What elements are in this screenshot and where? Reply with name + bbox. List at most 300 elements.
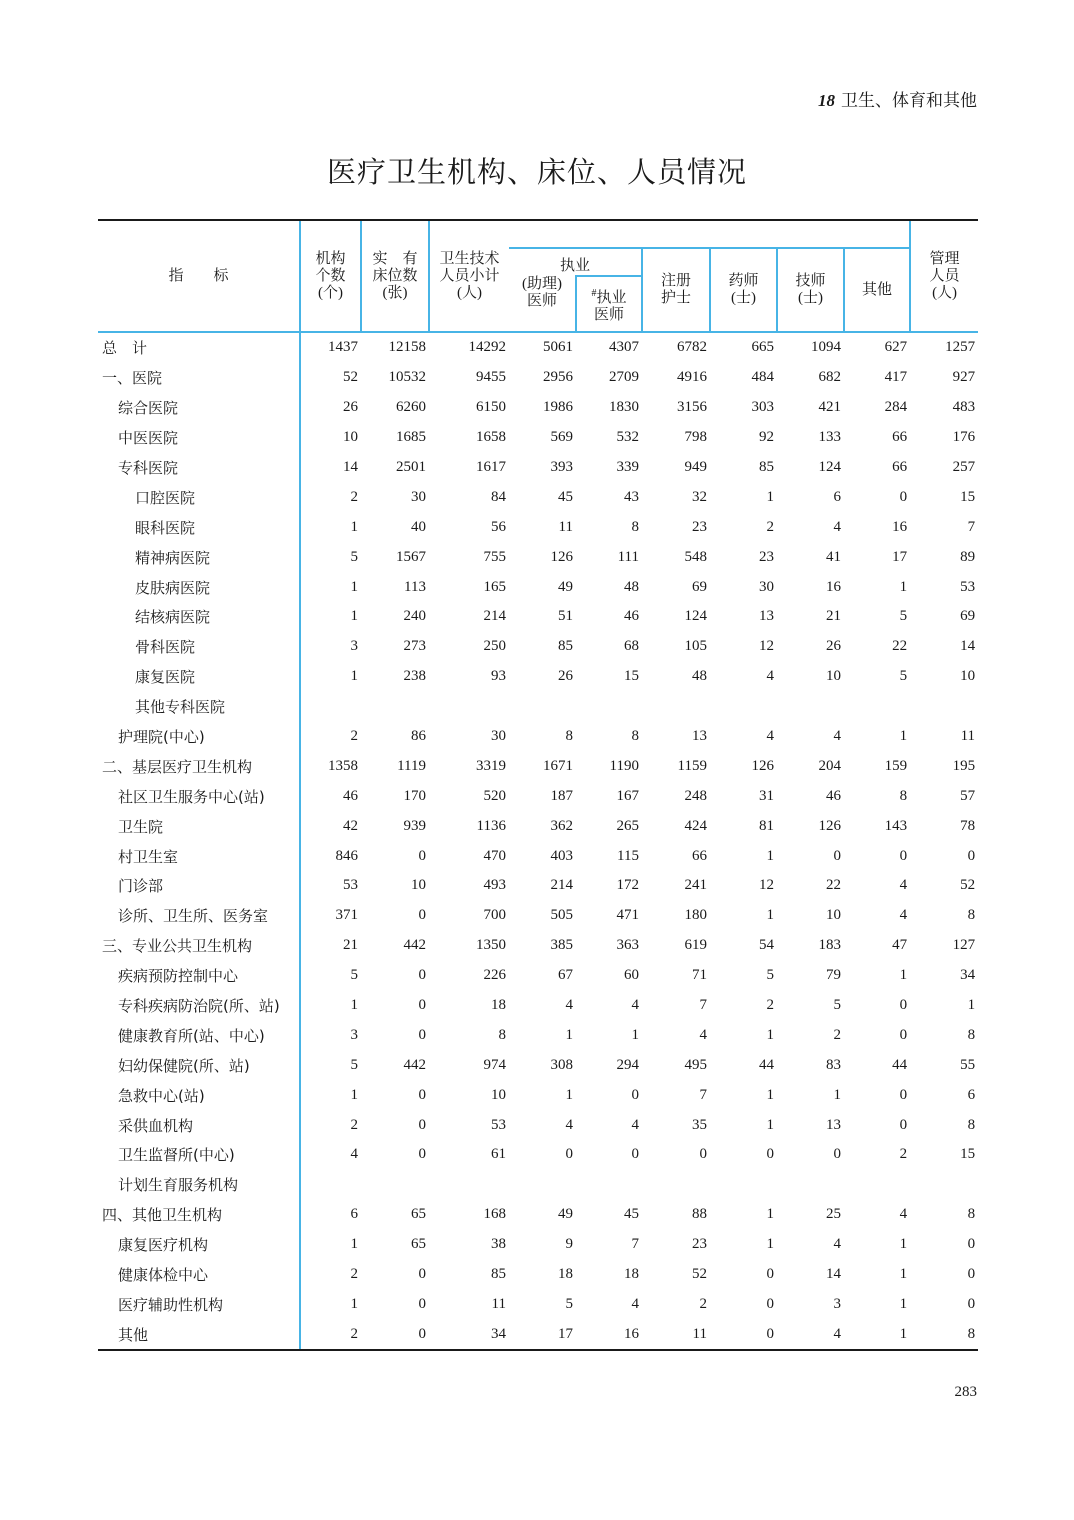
- table-cell: 403: [550, 847, 573, 864]
- table-cell: 939: [403, 817, 426, 834]
- table-row: [98, 901, 978, 931]
- table-cell: 4: [833, 1236, 841, 1253]
- chapter-title: 卫生、体育和其他: [841, 91, 977, 110]
- table-cell: [509, 1170, 576, 1200]
- table-cell: 0: [418, 1026, 426, 1043]
- table-cell: 8: [967, 1206, 976, 1223]
- table-cell: 214: [483, 608, 506, 625]
- table-cell: 495: [684, 1056, 707, 1073]
- table-cell: 38: [491, 1236, 506, 1253]
- table-cell: 2: [833, 1026, 841, 1043]
- table-cell: 4: [565, 997, 573, 1014]
- table-cell: 250: [483, 638, 506, 655]
- table-cell: 1: [766, 847, 774, 864]
- table-cell: 371: [335, 907, 358, 924]
- table-cell: 1685: [396, 429, 426, 446]
- table-cell: 1: [766, 1236, 774, 1253]
- table-cell: 11: [558, 518, 573, 535]
- table-cell: 4: [350, 1146, 358, 1163]
- table-cell: 10: [411, 877, 426, 894]
- row-label: 康复医疗机构: [98, 1230, 300, 1260]
- table-row: [98, 423, 978, 453]
- table-cell: 26: [826, 638, 841, 655]
- table-cell: 4: [766, 728, 774, 745]
- table-cell: 6150: [476, 399, 506, 416]
- table-cell: 15: [624, 668, 639, 685]
- table-cell: 16: [826, 578, 841, 595]
- table-cell: 46: [343, 787, 358, 804]
- table-cell: 0: [899, 1116, 908, 1133]
- row-label: 社区卫生服务中心(站): [98, 781, 300, 811]
- table-cell: 66: [892, 459, 908, 475]
- table-cell: 363: [616, 937, 639, 954]
- table-cell: 0: [833, 847, 841, 864]
- table-cell: 12158: [388, 339, 426, 356]
- table-cell: 8: [967, 1116, 976, 1133]
- row-label: 中医医院: [98, 423, 300, 453]
- table-cell: 60: [624, 967, 639, 984]
- table-cell: 5: [350, 548, 358, 565]
- table-cell: 0: [565, 1146, 573, 1163]
- table-cell: 532: [616, 429, 639, 446]
- table-cell: 1: [350, 1295, 358, 1312]
- table-cell: 4307: [609, 339, 639, 356]
- table-cell: [844, 692, 910, 722]
- table-cell: 124: [684, 608, 707, 625]
- table-cell: 1617: [476, 459, 506, 475]
- table-cell: 0: [418, 1116, 426, 1133]
- table-cell: 41: [826, 548, 841, 565]
- row-label: 一、医院: [98, 363, 300, 393]
- header-licensed-physicians: #执业 医师: [576, 276, 642, 332]
- table-cell: 4: [899, 877, 908, 894]
- table-cell: 1: [766, 1116, 774, 1133]
- table-cell: 2: [350, 488, 358, 505]
- table-cell: [710, 1170, 777, 1200]
- table-row: [98, 991, 978, 1021]
- table-cell: 682: [818, 369, 841, 386]
- table-cell: 665: [751, 339, 774, 356]
- table-cell: 1567: [396, 548, 426, 565]
- table-cell: 13: [692, 728, 707, 745]
- table-cell: 30: [491, 728, 506, 745]
- table-cell: 8: [967, 907, 976, 924]
- table-cell: 5: [565, 1295, 573, 1312]
- table-cell: 339: [616, 459, 639, 475]
- table-body: [98, 332, 978, 1350]
- table-cell: 126: [751, 757, 774, 774]
- table-cell: 81: [759, 817, 774, 834]
- table-cell: 124: [818, 459, 841, 475]
- table-cell: 548: [684, 548, 707, 565]
- table-cell: 11: [642, 1319, 710, 1350]
- table-cell: 5061: [543, 339, 573, 356]
- table-cell: 14: [343, 459, 358, 475]
- table-cell: 10: [960, 668, 976, 685]
- table-cell: 1094: [811, 339, 841, 356]
- table-cell: 505: [550, 907, 573, 924]
- table-cell: 8: [899, 787, 908, 804]
- table-cell: 10: [343, 429, 358, 446]
- table-cell: 34: [960, 967, 976, 984]
- table-cell: 46: [826, 787, 841, 804]
- row-label: 卫生院: [98, 811, 300, 841]
- table-cell: 10532: [388, 369, 426, 386]
- row-label: 综合医院: [98, 393, 300, 423]
- table-cell: 69: [692, 578, 707, 595]
- header-management: 管理 人员 (人): [910, 220, 978, 332]
- table-row: [98, 1020, 978, 1050]
- table-cell: 2: [699, 1295, 707, 1312]
- table-cell: 1: [766, 488, 774, 505]
- table-cell: 1671: [543, 757, 573, 774]
- table-cell: 0: [899, 847, 908, 864]
- table-cell: 53: [960, 578, 976, 595]
- table-cell: [576, 1170, 642, 1200]
- table-cell: 47: [892, 937, 908, 954]
- table-cell: 23: [759, 548, 774, 565]
- table-cell: 49: [558, 1206, 573, 1223]
- table-row: [98, 572, 978, 602]
- table-cell: 421: [818, 399, 841, 416]
- table-cell: 1: [899, 1236, 908, 1253]
- table-cell: 417: [884, 369, 908, 386]
- table-cell: 0: [899, 1086, 908, 1103]
- table-row: [98, 1200, 978, 1230]
- table-cell: 1: [350, 668, 358, 685]
- table-cell: 4: [833, 518, 841, 535]
- table-cell: 3319: [476, 757, 506, 774]
- table-cell: 22: [826, 877, 841, 894]
- header-physicians: 执业: [509, 248, 642, 276]
- table-cell: 66: [892, 429, 908, 446]
- table-cell: 442: [403, 937, 426, 954]
- table-cell: 273: [403, 638, 426, 655]
- table-cell: 1190: [609, 757, 639, 774]
- table-cell: 4916: [677, 369, 707, 386]
- table-cell: 0: [361, 1319, 429, 1350]
- table-cell: 2: [766, 518, 774, 535]
- table-cell: 180: [684, 907, 707, 924]
- table-cell: 6: [967, 1086, 976, 1103]
- table-row: [98, 1140, 978, 1170]
- table-cell: 23: [692, 518, 707, 535]
- table-cell: 12: [759, 638, 774, 655]
- table-cell: 1: [967, 997, 976, 1014]
- table-cell: [429, 1170, 509, 1200]
- table-cell: 1: [350, 1086, 358, 1103]
- table-cell: 5: [766, 967, 774, 984]
- row-label: 诊所、卫生所、医务室: [98, 901, 300, 931]
- table-cell: 78: [960, 817, 976, 834]
- table-cell: 165: [483, 578, 506, 595]
- table-row: [98, 1260, 978, 1290]
- table-cell: 949: [684, 459, 707, 475]
- table-cell: 6: [350, 1206, 358, 1223]
- row-label: 康复医院: [98, 662, 300, 692]
- table-cell: 1: [350, 1236, 358, 1253]
- table-cell: 0: [967, 1236, 976, 1253]
- header-technicians: 技师 (士): [777, 248, 844, 332]
- table-cell: 7: [967, 518, 976, 535]
- table-cell: 18: [624, 1266, 639, 1283]
- table-cell: 0: [418, 1266, 426, 1283]
- header-physicians-sub: (助理) 医师: [509, 276, 576, 332]
- table-cell: 1: [350, 578, 358, 595]
- table-cell: 484: [751, 369, 774, 386]
- row-label: 村卫生室: [98, 841, 300, 871]
- table-cell: 0: [967, 1295, 976, 1312]
- table-cell: 0: [699, 1146, 707, 1163]
- table-cell: 4: [899, 907, 908, 924]
- table-cell: 2709: [609, 369, 639, 386]
- table-cell: 44: [759, 1056, 774, 1073]
- table-cell: 1: [350, 608, 358, 625]
- table-cell: 4: [631, 1295, 639, 1312]
- table-cell: 88: [692, 1206, 707, 1223]
- table-cell: 362: [550, 817, 573, 834]
- table-cell: 5: [350, 1056, 358, 1073]
- table-cell: 51: [558, 608, 573, 625]
- table-cell: 52: [692, 1266, 707, 1283]
- row-label: 门诊部: [98, 871, 300, 901]
- page-number: 283: [954, 1384, 977, 1400]
- table-cell: 84: [491, 488, 506, 505]
- header-nurses: 注册 护士: [642, 248, 710, 332]
- table-row: [98, 1319, 978, 1350]
- table-cell: 13: [826, 1116, 841, 1133]
- table-cell: 2: [350, 1266, 358, 1283]
- table-cell: 183: [818, 937, 841, 954]
- table-cell: 0: [899, 997, 908, 1014]
- table-row: [98, 931, 978, 961]
- table-cell: 8: [967, 1026, 976, 1043]
- table-cell: 53: [343, 877, 358, 894]
- row-label: 皮肤病医院: [98, 572, 300, 602]
- table-cell: 257: [952, 459, 976, 475]
- table-row: [98, 542, 978, 572]
- table-cell: 1830: [609, 399, 639, 416]
- table-cell: 69: [960, 608, 976, 625]
- table-cell: [710, 692, 777, 722]
- table-cell: 13: [759, 608, 774, 625]
- table-row: [98, 512, 978, 542]
- row-label: 口腔医院: [98, 482, 300, 512]
- table-cell: 2: [350, 1116, 358, 1133]
- table-cell: 14: [960, 638, 976, 655]
- table-cell: 248: [684, 787, 707, 804]
- table-cell: 0: [418, 967, 426, 984]
- table-cell: 176: [952, 429, 976, 446]
- table-row: [98, 453, 978, 483]
- table-cell: 65: [411, 1206, 426, 1223]
- table-cell: 3: [350, 638, 358, 655]
- table-cell: 6260: [396, 399, 426, 416]
- table-row: [98, 482, 978, 512]
- row-label: 其他专科医院: [98, 692, 300, 722]
- table-cell: 1: [899, 578, 908, 595]
- table-cell: 6782: [677, 339, 707, 356]
- table-cell: 483: [952, 399, 976, 416]
- table-cell: 2: [300, 1319, 361, 1350]
- table-cell: 520: [483, 787, 506, 804]
- table-cell: 627: [884, 339, 908, 356]
- table-cell: [777, 1170, 844, 1200]
- table-cell: 92: [759, 429, 774, 446]
- row-label: 采供血机构: [98, 1110, 300, 1140]
- table-cell: 0: [631, 1086, 639, 1103]
- table-cell: 2501: [396, 459, 426, 475]
- table-cell: 57: [960, 787, 976, 804]
- header-institutions: 机构 个数 (个): [300, 220, 361, 332]
- table-cell: 4: [699, 1026, 707, 1043]
- table-cell: 1658: [476, 429, 506, 446]
- table-cell: 1257: [945, 339, 976, 356]
- table-cell: 133: [818, 429, 841, 446]
- table-cell: 159: [884, 757, 908, 774]
- table-cell: 15: [960, 488, 976, 505]
- table-cell: 0: [418, 907, 426, 924]
- table-cell: 22: [892, 638, 908, 655]
- table-cell: 1136: [476, 817, 506, 834]
- table-cell: 303: [751, 399, 774, 416]
- table-row: [98, 722, 978, 752]
- table-row: [98, 751, 978, 781]
- table-cell: 0: [899, 1026, 908, 1043]
- table-cell: 23: [692, 1236, 707, 1253]
- table-cell: 46: [624, 608, 639, 625]
- table-cell: 0: [766, 1266, 774, 1283]
- table-cell: 4: [565, 1116, 573, 1133]
- table-cell: 2: [899, 1146, 908, 1163]
- row-label: 其他: [98, 1319, 300, 1350]
- table-cell: 8: [910, 1319, 978, 1350]
- table-cell: 67: [558, 967, 573, 984]
- table-row: [98, 1170, 978, 1200]
- table-cell: 1986: [543, 399, 573, 416]
- row-label: 专科医院: [98, 453, 300, 483]
- header-spacer: [509, 220, 910, 248]
- row-label: 妇幼保健院(所、站): [98, 1050, 300, 1080]
- table-cell: 974: [483, 1056, 506, 1073]
- table-cell: 127: [952, 937, 976, 954]
- table-cell: 30: [411, 488, 426, 505]
- row-label: 急救中心(站): [98, 1080, 300, 1110]
- table-cell: 240: [403, 608, 426, 625]
- row-label: 眼科医院: [98, 512, 300, 542]
- table-cell: 798: [684, 429, 707, 446]
- table-cell: 294: [616, 1056, 639, 1073]
- table-cell: 1: [766, 1026, 774, 1043]
- table-cell: 30: [759, 578, 774, 595]
- table-cell: 1: [899, 728, 908, 745]
- row-label: 精神病医院: [98, 542, 300, 572]
- table-cell: 48: [692, 668, 707, 685]
- table-cell: 34: [429, 1319, 509, 1350]
- table-cell: 172: [616, 877, 639, 894]
- table-cell: 10: [826, 907, 841, 924]
- table-cell: 238: [403, 668, 426, 685]
- table-cell: 1: [766, 1086, 774, 1103]
- table-row: [98, 1290, 978, 1320]
- table-cell: 0: [418, 997, 426, 1014]
- table-cell: 6: [833, 488, 841, 505]
- table-cell: 0: [710, 1319, 777, 1350]
- table-cell: 9455: [476, 369, 506, 386]
- row-label: 二、基层医疗卫生机构: [98, 751, 300, 781]
- table-cell: 3156: [677, 399, 707, 416]
- table-cell: 4: [631, 1116, 639, 1133]
- table-row: [98, 363, 978, 393]
- table-cell: 1: [833, 1086, 841, 1103]
- table-row: [98, 393, 978, 423]
- table-cell: 31: [759, 787, 774, 804]
- table-cell: 1159: [677, 757, 707, 774]
- table-cell: 0: [418, 847, 426, 864]
- table-cell: 66: [692, 847, 707, 864]
- running-header: [818, 86, 977, 111]
- table-cell: [777, 692, 844, 722]
- table-cell: 308: [550, 1056, 573, 1073]
- table-cell: [642, 692, 710, 722]
- table-cell: 1: [766, 1206, 774, 1223]
- row-label: 计划生育服务机构: [98, 1170, 300, 1200]
- table-cell: 7: [699, 1086, 707, 1103]
- table-cell: 40: [411, 518, 426, 535]
- table-row: [98, 632, 978, 662]
- header-pharmacists: 药师 (士): [710, 248, 777, 332]
- table-cell: 4: [631, 997, 639, 1014]
- table-cell: 385: [550, 937, 573, 954]
- table-cell: 226: [483, 967, 506, 984]
- table-cell: 927: [952, 369, 976, 386]
- table-cell: 569: [550, 429, 573, 446]
- table-cell: 5: [833, 997, 841, 1014]
- table-cell: 113: [404, 578, 426, 595]
- table-cell: 86: [411, 728, 426, 745]
- table-row: [98, 811, 978, 841]
- table-cell: 1350: [476, 937, 506, 954]
- table-cell: 442: [403, 1056, 426, 1073]
- table-cell: 53: [491, 1116, 506, 1133]
- header-others: 其他: [844, 248, 910, 332]
- table-cell: [361, 692, 429, 722]
- table-cell: 214: [550, 877, 573, 894]
- table-cell: 61: [491, 1146, 506, 1163]
- table-cell: 619: [684, 937, 707, 954]
- table-cell: 755: [483, 548, 506, 565]
- table-cell: 26: [558, 668, 573, 685]
- table-cell: 1: [899, 1295, 908, 1312]
- table-cell: 7: [631, 1236, 639, 1253]
- table-cell: 85: [491, 1266, 506, 1283]
- table-row: [98, 332, 978, 363]
- header-beds: 实 有 床位数 (张): [361, 220, 429, 332]
- table-cell: 11: [960, 728, 976, 745]
- table-cell: 2: [350, 728, 358, 745]
- table-cell: 9: [565, 1236, 573, 1253]
- table-cell: 1: [565, 1026, 573, 1043]
- statistics-table: [98, 219, 978, 1351]
- header-tech-staff: 卫生技术 人员小计 (人): [429, 220, 509, 332]
- table-cell: 115: [617, 847, 639, 864]
- table-cell: 89: [960, 548, 976, 565]
- table-cell: 48: [624, 578, 639, 595]
- row-label: 三、专业公共卫生机构: [98, 931, 300, 961]
- table-row: [98, 602, 978, 632]
- table-row: [98, 1050, 978, 1080]
- chapter-number: 18: [818, 91, 835, 110]
